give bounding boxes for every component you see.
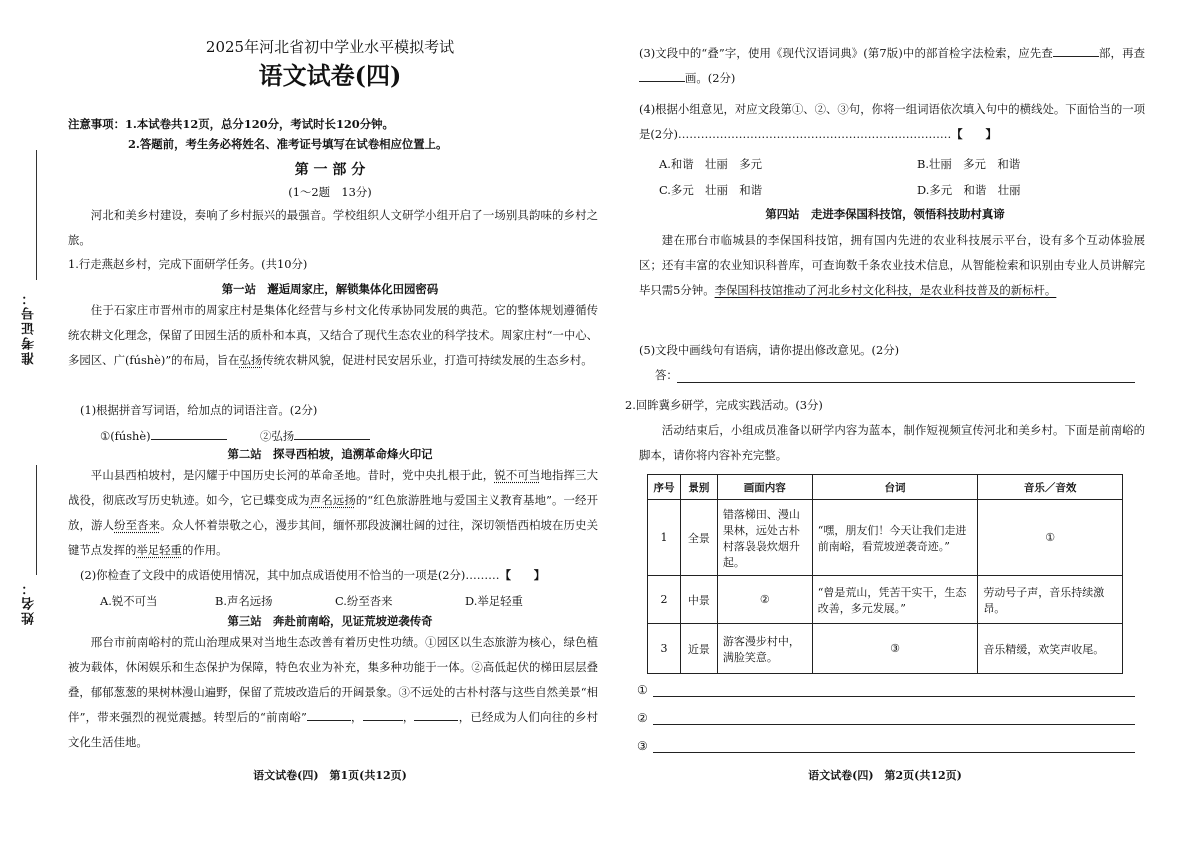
table-header: 画面内容: [717, 475, 812, 500]
table-header: 景别: [680, 475, 717, 500]
answer-line[interactable]: [677, 382, 1135, 383]
table-header-row: [648, 475, 1123, 500]
station-3-title: 第三站 奔赴前南峪，见证荒坡逆袭传奇: [227, 614, 433, 628]
exam-title: 语文试卷(四): [258, 61, 402, 90]
part-subtitle: (1～2题 13分): [288, 185, 372, 199]
question-1-2: (2)你检查了文段中的成语使用情况，其中加点成语使用不恰当的一项是(2分)………【 】: [80, 568, 546, 582]
name-label: 姓名：: [22, 580, 37, 625]
q1-2-option-a[interactable]: A.锐不可当: [100, 594, 158, 608]
table-header: 音乐／音效: [978, 475, 1123, 500]
table-cell: ③: [812, 624, 978, 674]
answer-blank[interactable]: [363, 708, 403, 721]
page-1-footer: 语文试卷(四) 第1页(共12页): [253, 769, 407, 782]
table-cell: 全景: [680, 500, 717, 576]
table-row: [648, 576, 1123, 624]
station-2-text: 平山县西柏坡村，是闪耀于中国历史长河的革命圣地。昔时，党中央扎根于此，锐不可当地指挥三大战役，彻底改写历史轨迹。如今，它已蝶变成为声名远扬的“红色旅游胜地与爱国主义教育基地”。一经开放，游人纷至沓来。众人怀着崇敬之心，漫步其间，缅怀那段波澜壮阔的过往，深切领悟西柏坡在历史关键节点发挥的举足轻重的作用。: [68, 468, 598, 557]
question-1: 1.行走燕赵乡村，完成下面研学任务。(共10分): [68, 257, 308, 271]
station-4-title: 第四站 走进李保国科技馆，领悟科技助村真谛: [765, 207, 1005, 221]
exam-page-1: [60, 0, 600, 848]
answer-label: 答：: [655, 368, 678, 382]
q1-1-item-a: ①(fúshè): [100, 427, 227, 442]
question-2-text: 活动结束后，小组成员准备以研学内容为蓝本，制作短视频宣传河北和美乡村。下面是前南峪的脚本，请你将内容补充完整。: [639, 423, 1145, 462]
underlined-sentence: 李保国科技馆推动了河北乡村文化科技，是农业科技普及的新标杆。: [714, 283, 1057, 297]
station-1-title: 第一站 邂逅周家庄，解锁集体化田园密码: [221, 282, 439, 296]
table-cell: 1: [648, 500, 681, 576]
table-cell: ①: [978, 500, 1123, 576]
intro-paragraph: 河北和美乡村建设，奏响了乡村振兴的最强音。学校组织人文研学小组开启了一场别具韵味的乡村之旅。: [68, 208, 598, 247]
table-row: [648, 624, 1123, 674]
q1-4-option-b[interactable]: B.壮丽 多元 和谐: [917, 157, 1021, 171]
table-header: 序号: [648, 475, 681, 500]
notes-line-1: 注意事项：1.本试卷共12页，总分120分，考试时长120分钟。: [68, 117, 394, 131]
answer-mark-3: ③: [637, 739, 648, 753]
question-1-3: (3)文段中的“叠”字，使用《现代汉语词典》(第7版)中的部首检字法检索，应先查 部，再查画。(2分): [639, 46, 1145, 85]
table-cell: “嘿，朋友们！今天让我们走进前南峪，看荒坡逆袭奇迹。”: [812, 500, 978, 576]
q1-4-option-c[interactable]: C.多元 壮丽 和谐: [659, 183, 763, 197]
table-cell: “曾是荒山，凭苦干实干，生态改善，多元发展。”: [812, 576, 978, 624]
table-cell: 游客漫步村中，满脸笑意。: [717, 624, 812, 674]
answer-blank[interactable]: [414, 708, 458, 721]
exam-number-label: 准考证号：: [22, 290, 37, 365]
q1-1-item-b: ②弘扬: [260, 427, 370, 442]
table-cell: 中景: [680, 576, 717, 624]
q1-2-option-b[interactable]: B.声名远扬: [215, 594, 273, 608]
q1-2-option-d[interactable]: D.举足轻重: [465, 594, 523, 608]
table-cell: 近景: [680, 624, 717, 674]
answer-blank[interactable]: [151, 427, 227, 440]
answer-blank[interactable]: [294, 427, 370, 440]
question-1-5: (5)文段中画线句有语病，请你提出修改意见。(2分): [639, 343, 900, 357]
answer-blank[interactable]: [307, 708, 351, 721]
station-4-text: 建在邢台市临城县的李保国科技馆，拥有国内先进的农业科技展示平台，设有多个互动体验展区；还有丰富的农业知识科普库，可查询数千条农业技术信息，从智能检索和识别由专业人员讲解完毕只需5分钟。李保国科技馆推动了河北乡村文化科技，是农业科技普及的新标杆。: [639, 233, 1145, 297]
table-cell: 劳动号子声，音乐持续激昂。: [978, 576, 1123, 624]
answer-blank[interactable]: [639, 69, 685, 82]
question-1-1: (1)根据拼音写词语，给加点的词语注音。(2分): [80, 403, 318, 417]
answer-line-2[interactable]: [653, 724, 1135, 725]
exam-header: 2025年河北省初中学业水平模拟考试: [205, 38, 455, 56]
exam-page-2: [625, 0, 1145, 848]
answer-mark-1: ①: [637, 683, 648, 697]
q1-4-option-d[interactable]: D.多元 和谐 壮丽: [917, 183, 1021, 197]
q1-2-option-c[interactable]: C.纷至沓来: [335, 594, 393, 608]
page-2-footer: 语文试卷(四) 第2页(共12页): [808, 769, 962, 782]
table-cell: 3: [648, 624, 681, 674]
table-header: 台词: [812, 475, 978, 500]
station-3-text: 邢台市前南峪村的荒山治理成果对当地生态改善有着历史性功绩。①园区以生态旅游为核心，绿色植被为载体，休闲娱乐和生态保护为保障，特色农业为补充，集多种功能于一体。②高低起伏的梯田层层叠叠，郁郁葱葱的果树林漫山遍野，保留了荒坡改造后的开阔景象。③不远处的古朴村落与这些自然美景“相伴”，带来强烈的视觉震撼。转型后的“前南峪” ， ， ，已经成为人们向往的乡村文化生活佳地。: [68, 635, 598, 749]
answer-line-1[interactable]: [653, 696, 1135, 697]
binding-line-top: [36, 150, 37, 280]
answer-blank[interactable]: [1053, 44, 1099, 57]
table-row: [648, 500, 1123, 576]
answer-mark-2: ②: [637, 711, 648, 725]
video-script-table: [647, 474, 1123, 674]
notes-line-2: 2.答题前，考生务必将姓名、准考证号填写在试卷相应位置上。: [128, 137, 448, 151]
binding-line-bottom: [36, 465, 37, 575]
station-1-text: 住于石家庄市晋州市的周家庄村是集体化经营与乡村文化传承协同发展的典范。它的整体规划遵循传统农耕文化理念，保留了田园生活的质朴和本真，又结合了现代生态农业的科学技术。周家庄村“一中心、多园区、广(fúshè)”的布局，旨在弘扬传统农耕风貌，促进村民安居乐业，打造可持续发展的生态乡村。: [68, 303, 598, 367]
answer-line-3[interactable]: [653, 752, 1135, 753]
table-cell: 2: [648, 576, 681, 624]
station-2-title: 第二站 探寻西柏坡，追溯革命烽火印记: [227, 447, 433, 461]
question-2: 2.回眸冀乡研学，完成实践活动。(3分): [625, 398, 823, 412]
q1-4-option-a[interactable]: A.和谐 壮丽 多元: [659, 157, 762, 171]
question-1-4: (4)根据小组意见，对应文段第①、②、③句，你将一组词语依次填入句中的横线处。下面恰当的一项是(2分)………………………………………………………………【 】: [639, 102, 1145, 141]
table-cell: ②: [717, 576, 812, 624]
table-cell: 音乐精缓，欢笑声收尾。: [978, 624, 1123, 674]
part-title: 第 一 部 分: [294, 162, 366, 178]
table-cell: 错落梯田、漫山果林，远处古朴村落袅袅炊烟升起。: [717, 500, 812, 576]
